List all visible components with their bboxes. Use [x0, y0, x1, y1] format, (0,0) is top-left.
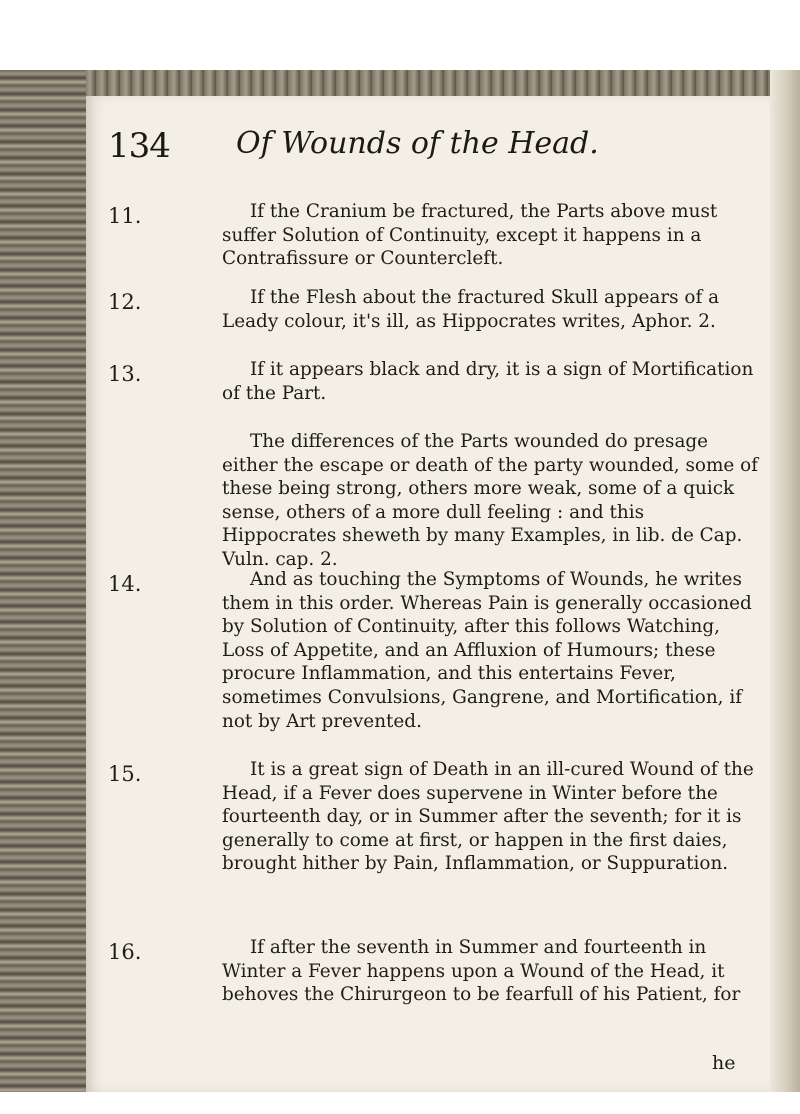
page-number: 134 — [108, 126, 170, 166]
paragraph: If the Cranium be fractured, the Parts above must suffer Solution of Continuity, except it happens in a Contrafissure or Countercleft. — [222, 201, 718, 270]
paragraph: It is a great sign of Death in an ill-cured Wound of the Head, if a Fever does supervene in Winter before the fourteenth day, or in Summer after the seventh; for it is generally to come at first, or happen in the first daies, brought hither by Pain, Inflammation, or Suppuration. — [222, 759, 754, 875]
paragraph: If the Flesh about the fractured Skull appears of a Leady colour, it's ill, as Hippocrates writes, Aphor. 2. — [222, 287, 720, 332]
paragraph: And as touching the Symptoms of Wounds, he writes them in this order. Whereas Pain is generally occasioned by Solution of Continuity, after this follows Watching, Loss of Appetite, and an Affluxion of Humours; these procure Inflammation, and this entertains Fever, sometimes Convulsions, Gangrene, and Mortification, if not by Art prevented. — [222, 569, 752, 732]
section-number: 14. — [108, 572, 142, 596]
catchword: he — [712, 1052, 736, 1074]
running-title: Of Wounds of the Head. — [236, 126, 599, 161]
section-number: 15. — [108, 762, 142, 786]
paragraph: If it appears black and dry, it is a sign of Mortification of the Part. — [222, 359, 754, 404]
paragraph: If after the seventh in Summer and fourteenth in Winter a Fever happens upon a Wound of the Head, it behoves the Chirurgeon to be fearfull of his Patient, for — [222, 937, 741, 1006]
book-top-edge — [0, 70, 800, 96]
section-number: 13. — [108, 362, 142, 386]
paragraph: The differences of the Parts wounded do presage either the escape or death of the party wounded, some of these being strong, others more weak, some of a quick sense, others of a more dull feeling : and this Hippocrates sheweth by many Examples, in lib. de Cap. Vuln. cap. 2. — [222, 431, 759, 570]
section-number: 11. — [108, 204, 142, 228]
section-number: 12. — [108, 290, 142, 314]
page-fore-edge — [770, 70, 800, 1092]
section-number: 16. — [108, 940, 142, 964]
page-header — [108, 126, 748, 186]
book-spine-binding — [0, 70, 86, 1092]
